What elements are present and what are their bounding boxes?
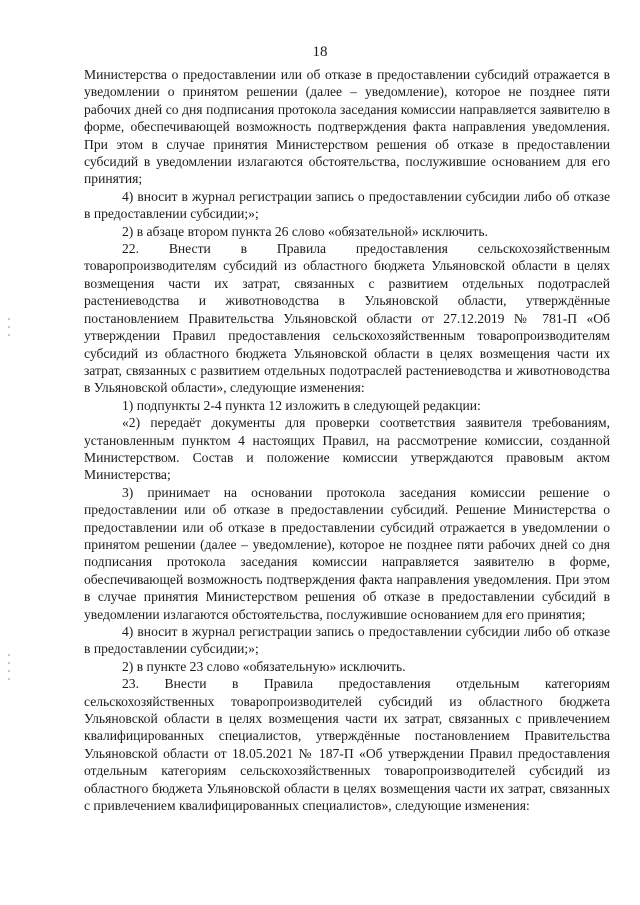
paragraph: 3) принимает на основании протокола заседания комиссии решение о предоставлении или об отказе в предоставлении субсидий. Решение Министерства о предоставлении или об отказе в предоставлении субсидий отражается в уведомлении о принятом решении (далее – уведомление), которое не позднее пяти рабочих дней со дня подписания протокола заседания комиссии направляется заявителю в форме, обеспечивающей возможность подтверждения факта направления уведомления. При этом в случае принятия Министерством решения об отказе в предоставлении субсидий в уведомлении излагаются обстоятельства, послужившие основанием для его принятия;: [84, 484, 610, 622]
paragraph: 4) вносит в журнал регистрации запись о предоставлении субсидии либо об отказе в предоставлении субсидии;»;: [84, 188, 610, 222]
margin-scan-marks: [8, 0, 12, 905]
paragraph: 23. Внести в Правила предоставления отдельным категориям сельскохозяйственных товаропроизводителей субсидий из областного бюджета Ульяновской области в целях возмещения части их затрат, связанных с привлечением квалифицированных специалистов, утверждённые постановлением Правительства Ульяновской области от 18.05.2021 № 187-П «Об утверждении Правил предоставления отдельным категориям сельскохозяйственных товаропроизводителей субсидий из областного бюджета Ульяновской области в целях возмещения части их затрат, связанных с привлечением квалифицированных специалистов», следующие изменения:: [84, 676, 610, 814]
paragraph: Министерства о предоставлении или об отказе в предоставлении субсидий отражается в уведомлении о принятом решении (далее – уведомление), которое не позднее пяти рабочих дней со дня подписания протокола заседания комиссии направляется заявителю в форме, обеспечивающей возможность подтверждения факта направления уведомления. При этом в случае принятия Министерством решения об отказе в предоставлении субсидий в уведомлении излагаются обстоятельства, послужившие основанием для его принятия;: [84, 67, 610, 187]
document-body: [84, 66, 610, 814]
paragraph: 4) вносит в журнал регистрации запись о предоставлении субсидии либо об отказе в предоставлении субсидии;»;: [84, 624, 610, 657]
paragraph: «2) передаёт документы для проверки соответствия заявителя требованиям, установленным пунктом 4 настоящих Правил, на рассмотрение комиссии, созданной Министерством. Состав и положение комиссии утверждаются правовым актом Министерства;: [84, 415, 610, 483]
page-number: 18: [312, 44, 328, 60]
paragraph: 2) в абзаце втором пункта 26 слово «обязательной» исключить.: [122, 223, 488, 239]
paragraph: 22. Внести в Правила предоставления сельскохозяйственным товаропроизводителям субсидий из областного бюджета Ульяновской области в целях возмещения части их затрат, связанных с развитием отдельных подотраслей растениеводства и животноводства в Ульяновской области, утверждённые постановлением Правительства Ульяновской области от 27.12.2019 № 781-П «Об утверждении Правил предоставления сельскохозяйственным товаропроизводителям субсидий из областного бюджета Ульяновской области в целях возмещения части их затрат, связанных с развитием отдельных подотраслей растениеводства и животноводства в Ульяновской области», следующие изменения:: [84, 241, 610, 396]
paragraph: 2) в пункте 23 слово «обязательную» исключить.: [122, 658, 406, 674]
paragraph: 1) подпункты 2-4 пункта 12 изложить в следующей редакции:: [122, 397, 481, 413]
